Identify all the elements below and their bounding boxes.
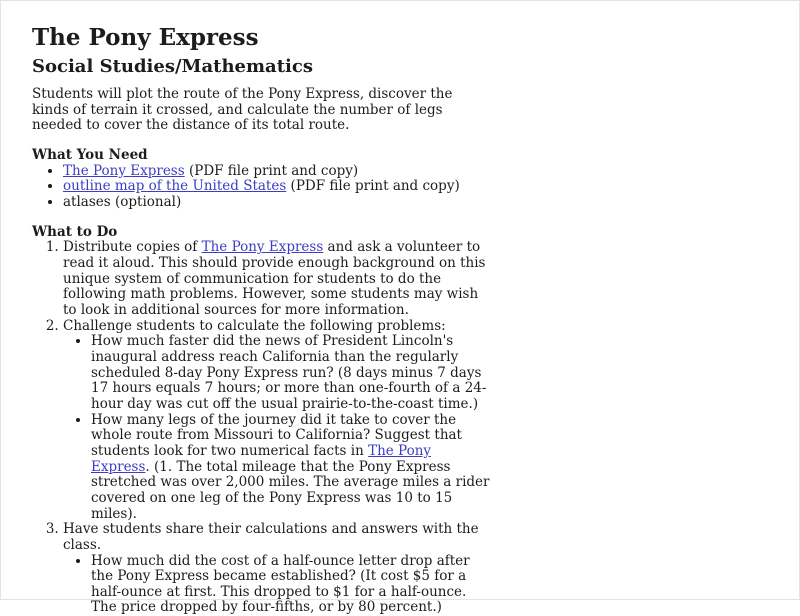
pony-express-link[interactable]: The Pony Express xyxy=(91,443,431,475)
list-item-atlases xyxy=(63,195,490,211)
step-text: Challenge students to calculate the following problems: xyxy=(63,318,446,334)
what-to-do-list xyxy=(32,240,490,616)
list-item-text: (PDF file print and copy) xyxy=(185,163,358,179)
pony-express-link[interactable]: The Pony Express xyxy=(202,239,324,255)
bullet-text: . (1. The total mileage that the Pony Express stretched was over 2,000 miles. The average miles a rider covered on one leg of the Pony Express was 10 to 15 miles). xyxy=(91,459,490,522)
step-1 xyxy=(63,240,490,318)
pony-express-pdf-link[interactable]: The Pony Express xyxy=(63,163,185,179)
list-item-outline-map xyxy=(63,179,490,195)
step-2 xyxy=(63,319,490,523)
outline-map-link[interactable]: outline map of the United States xyxy=(63,178,286,194)
list-item-text: atlases (optional) xyxy=(63,194,181,210)
list-item-pony-express-pdf xyxy=(63,164,490,180)
step-3-problems-list xyxy=(63,554,490,616)
what-you-need-heading: What You Need xyxy=(32,148,490,164)
bullet-text: How much faster did the news of President Lincoln's inaugural address reach California than the regularly scheduled 8-day Pony Express run? (8 days minus 7 days 17 hours equals 7 hours; or more than one-fourth of a 24-hour day was cut off the usual prairie-to-the-coast time.) xyxy=(91,333,486,412)
bullet-text: How many legs of the journey did it take to cover the whole route from Missouri to California? Suggest that students look for two numerical facts in xyxy=(91,412,462,459)
problem-letter-cost xyxy=(91,554,490,616)
problem-journey-legs xyxy=(91,413,490,523)
step-text: and ask a volunteer to read it aloud. This should provide enough background on this unique system of communication for students to do the following math problems. However, some students may wish to look in additional sources for more information. xyxy=(63,239,485,318)
list-item-text: (PDF file print and copy) xyxy=(286,178,459,194)
step-2-problems-list xyxy=(63,334,490,522)
step-text: Have students share their calculations and answers with the class. xyxy=(63,521,479,553)
intro-paragraph: Students will plot the route of the Pony Express, discover the kinds of terrain it crossed, and calculate the number of legs needed to cover the distance of its total route. xyxy=(32,87,490,134)
document-page xyxy=(1,1,490,616)
page-title: The Pony Express xyxy=(32,25,490,51)
bullet-text: How much did the cost of a half-ounce letter drop after the Pony Express became established? (It cost $5 for a half-ounce at first. This dropped to $1 for a half-ounce. The price dropped by four-fifths, or by 80 percent.) xyxy=(91,553,470,616)
step-3 xyxy=(63,522,490,616)
page-subtitle: Social Studies/Mathematics xyxy=(32,57,490,78)
what-you-need-list xyxy=(32,164,490,211)
step-text: Distribute copies of xyxy=(63,239,202,255)
problem-lincoln-inaugural xyxy=(91,334,490,412)
what-to-do-heading: What to Do xyxy=(32,225,490,241)
